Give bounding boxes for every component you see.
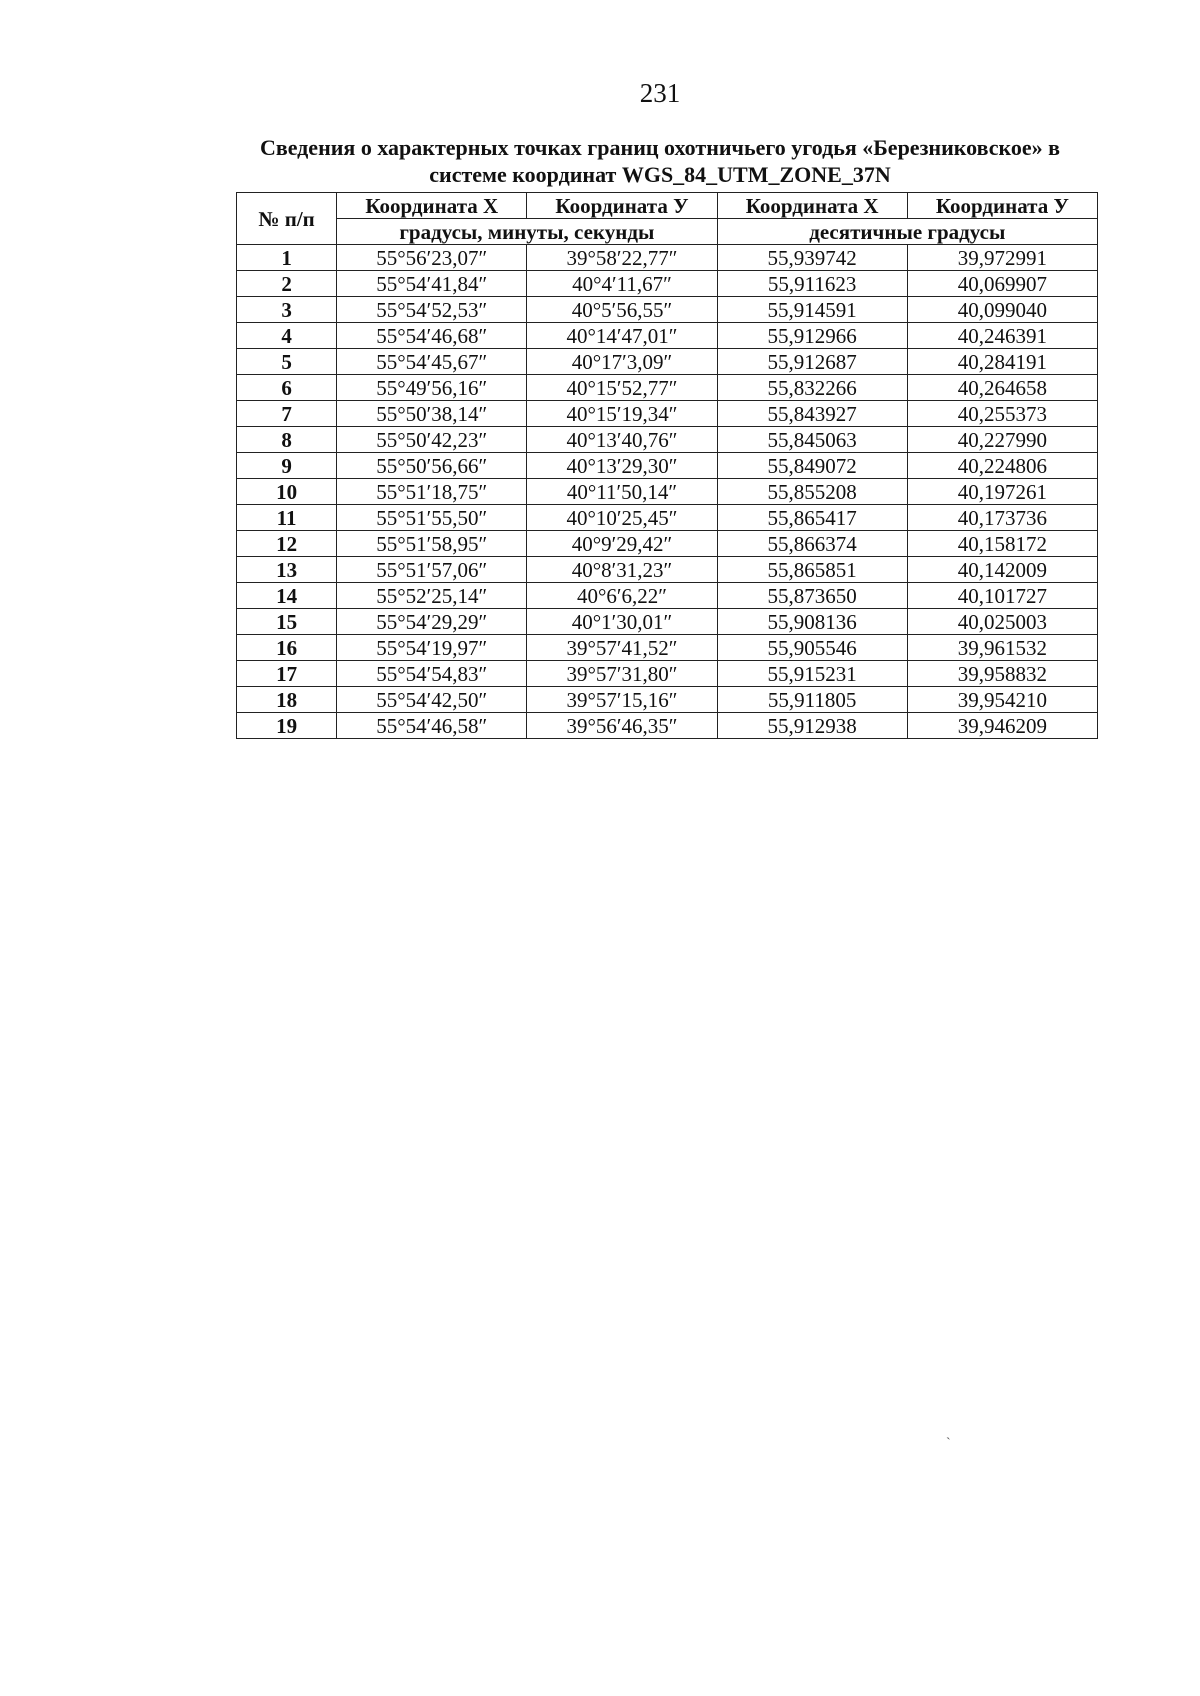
point-number: 1 <box>237 245 337 271</box>
coord-y-dms: 40°5′56,55″ <box>527 297 717 323</box>
table-row <box>237 349 1098 375</box>
point-number: 11 <box>237 505 337 531</box>
table-row <box>237 479 1098 505</box>
point-number: 8 <box>237 427 337 453</box>
point-number: 14 <box>237 583 337 609</box>
coord-x-dms: 55°51′58,95″ <box>337 531 527 557</box>
table-body <box>237 245 1098 739</box>
coord-y-decimal: 39,954210 <box>907 687 1097 713</box>
coord-y-dms: 39°56′46,35″ <box>527 713 717 739</box>
coord-y-decimal: 40,227990 <box>907 427 1097 453</box>
table-row <box>237 713 1098 739</box>
coord-x-decimal: 55,873650 <box>717 583 907 609</box>
coord-y-decimal: 40,173736 <box>907 505 1097 531</box>
coord-x-decimal: 55,911805 <box>717 687 907 713</box>
coord-y-decimal: 40,284191 <box>907 349 1097 375</box>
point-number: 10 <box>237 479 337 505</box>
coord-x-dms: 55°54′52,53″ <box>337 297 527 323</box>
coord-x-dms: 55°54′46,68″ <box>337 323 527 349</box>
coord-x-dms: 55°52′25,14″ <box>337 583 527 609</box>
coord-x-dms: 55°49′56,16″ <box>337 375 527 401</box>
point-number: 17 <box>237 661 337 687</box>
point-number: 9 <box>237 453 337 479</box>
coord-y-decimal: 40,197261 <box>907 479 1097 505</box>
coord-x-dms: 55°51′18,75″ <box>337 479 527 505</box>
table-row <box>237 557 1098 583</box>
header-number: № п/п <box>237 193 337 245</box>
table-row <box>237 401 1098 427</box>
point-number: 19 <box>237 713 337 739</box>
coord-x-decimal: 55,912938 <box>717 713 907 739</box>
coord-y-dms: 40°6′6,22″ <box>527 583 717 609</box>
table-row <box>237 271 1098 297</box>
coord-x-dms: 55°56′23,07″ <box>337 245 527 271</box>
page-number: 231 <box>639 78 681 108</box>
coordinates-table <box>236 192 1098 739</box>
header-decimal-x: Координата X <box>717 193 907 219</box>
title-line-2: системе координат WGS_84_UTM_ZONE_37N <box>429 162 891 187</box>
point-number: 4 <box>237 323 337 349</box>
coord-x-dms: 55°54′42,50″ <box>337 687 527 713</box>
coord-y-decimal: 40,158172 <box>907 531 1097 557</box>
coord-y-decimal: 40,099040 <box>907 297 1097 323</box>
point-number: 5 <box>237 349 337 375</box>
point-number: 6 <box>237 375 337 401</box>
table-row <box>237 245 1098 271</box>
table-row <box>237 609 1098 635</box>
coord-x-decimal: 55,832266 <box>717 375 907 401</box>
coord-x-decimal: 55,855208 <box>717 479 907 505</box>
coord-x-dms: 55°54′41,84″ <box>337 271 527 297</box>
coord-y-dms: 40°4′11,67″ <box>527 271 717 297</box>
coord-y-dms: 39°57′31,80″ <box>527 661 717 687</box>
coord-x-decimal: 55,905546 <box>717 635 907 661</box>
point-number: 13 <box>237 557 337 583</box>
header-row-2 <box>237 219 1098 245</box>
coord-x-dms: 55°50′42,23″ <box>337 427 527 453</box>
table-row <box>237 661 1098 687</box>
coord-x-decimal: 55,849072 <box>717 453 907 479</box>
coord-x-decimal: 55,865851 <box>717 557 907 583</box>
coord-y-dms: 40°11′50,14″ <box>527 479 717 505</box>
coord-x-dms: 55°50′38,14″ <box>337 401 527 427</box>
coord-y-dms: 40°13′40,76″ <box>527 427 717 453</box>
title-line-1: Сведения о характерных точках границ охотничьего угодья «Березниковское» в <box>259 135 1061 160</box>
coord-y-decimal: 40,142009 <box>907 557 1097 583</box>
coord-y-dms: 40°15′52,77″ <box>527 375 717 401</box>
coord-x-decimal: 55,912687 <box>717 349 907 375</box>
point-number: 7 <box>237 401 337 427</box>
coord-y-dms: 39°57′15,16″ <box>527 687 717 713</box>
coord-x-dms: 55°54′29,29″ <box>337 609 527 635</box>
point-number: 18 <box>237 687 337 713</box>
coord-y-dms: 40°14′47,01″ <box>527 323 717 349</box>
coord-x-decimal: 55,866374 <box>717 531 907 557</box>
header-decimal-y: Координата У <box>907 193 1097 219</box>
table-row <box>237 687 1098 713</box>
coord-y-decimal: 40,069907 <box>907 271 1097 297</box>
coord-x-decimal: 55,915231 <box>717 661 907 687</box>
table-row <box>237 375 1098 401</box>
coord-y-decimal: 40,264658 <box>907 375 1097 401</box>
coord-y-decimal: 40,025003 <box>907 609 1097 635</box>
coord-x-decimal: 55,939742 <box>717 245 907 271</box>
point-number: 2 <box>237 271 337 297</box>
table-row <box>237 505 1098 531</box>
coord-y-decimal: 39,958832 <box>907 661 1097 687</box>
header-coord-x: Координата X <box>337 193 527 219</box>
coord-y-dms: 40°10′25,45″ <box>527 505 717 531</box>
coord-x-dms: 55°54′54,83″ <box>337 661 527 687</box>
table-row <box>237 453 1098 479</box>
coord-y-decimal: 39,961532 <box>907 635 1097 661</box>
coord-y-decimal: 39,972991 <box>907 245 1097 271</box>
point-number: 3 <box>237 297 337 323</box>
header-dms: градусы, минуты, секунды <box>337 219 717 245</box>
coord-x-dms: 55°54′19,97″ <box>337 635 527 661</box>
header-row-1 <box>237 193 1098 219</box>
coord-y-decimal: 40,101727 <box>907 583 1097 609</box>
coord-y-decimal: 40,246391 <box>907 323 1097 349</box>
coord-x-decimal: 55,911623 <box>717 271 907 297</box>
table-row <box>237 635 1098 661</box>
table-row <box>237 297 1098 323</box>
header-decimal: десятичные градусы <box>717 219 1097 245</box>
coord-x-dms: 55°54′45,67″ <box>337 349 527 375</box>
coord-x-decimal: 55,845063 <box>717 427 907 453</box>
table-row <box>237 427 1098 453</box>
table-row <box>237 531 1098 557</box>
header-coord-y: Координата У <box>527 193 717 219</box>
coord-x-dms: 55°54′46,58″ <box>337 713 527 739</box>
point-number: 15 <box>237 609 337 635</box>
coord-x-decimal: 55,914591 <box>717 297 907 323</box>
document-title <box>210 134 1110 188</box>
scan-speck: ` <box>946 1436 951 1451</box>
coord-x-decimal: 55,908136 <box>717 609 907 635</box>
coord-y-dms: 40°1′30,01″ <box>527 609 717 635</box>
point-number: 12 <box>237 531 337 557</box>
coord-y-dms: 40°15′19,34″ <box>527 401 717 427</box>
coord-y-dms: 40°17′3,09″ <box>527 349 717 375</box>
coord-y-dms: 39°57′41,52″ <box>527 635 717 661</box>
coord-x-dms: 55°51′55,50″ <box>337 505 527 531</box>
coord-x-dms: 55°51′57,06″ <box>337 557 527 583</box>
coord-y-decimal: 40,224806 <box>907 453 1097 479</box>
table-row <box>237 583 1098 609</box>
coord-y-dms: 40°8′31,23″ <box>527 557 717 583</box>
coord-x-decimal: 55,843927 <box>717 401 907 427</box>
coord-y-dms: 40°9′29,42″ <box>527 531 717 557</box>
coord-x-decimal: 55,865417 <box>717 505 907 531</box>
coord-y-dms: 40°13′29,30″ <box>527 453 717 479</box>
coord-x-dms: 55°50′56,66″ <box>337 453 527 479</box>
coord-x-decimal: 55,912966 <box>717 323 907 349</box>
table-row <box>237 323 1098 349</box>
coord-y-dms: 39°58′22,77″ <box>527 245 717 271</box>
coord-y-decimal: 40,255373 <box>907 401 1097 427</box>
table-header <box>237 193 1098 245</box>
point-number: 16 <box>237 635 337 661</box>
coord-y-decimal: 39,946209 <box>907 713 1097 739</box>
